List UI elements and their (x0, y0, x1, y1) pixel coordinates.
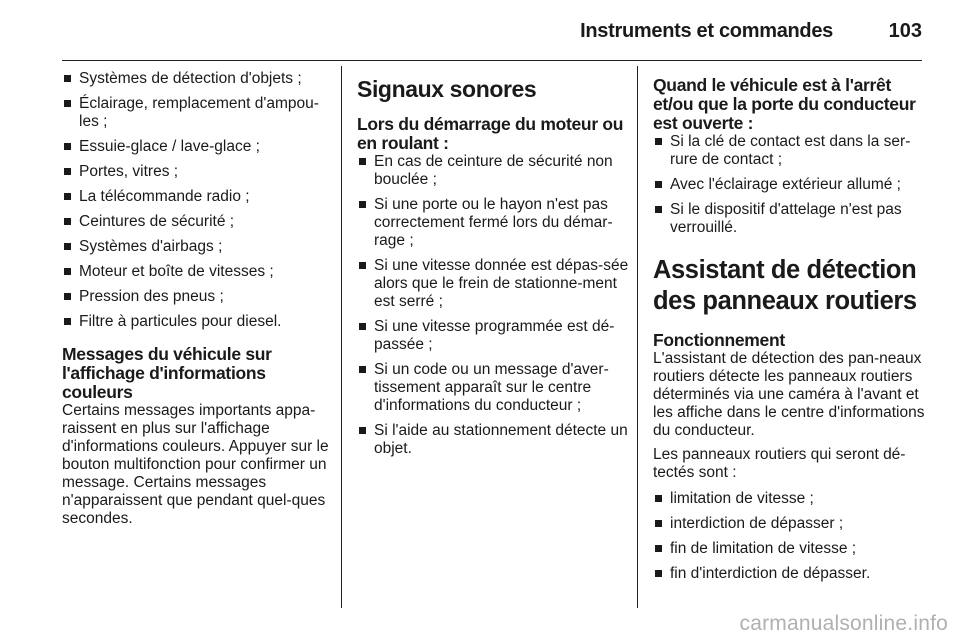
section-heading: Messages du véhicule sur l'affichage d'informations couleurs (62, 344, 272, 402)
list-item: Si une porte ou le hayon n'est pas correctement fermé lors du démar-rage ; (357, 196, 629, 250)
list-item: Avec l'éclairage extérieur allumé ; (653, 176, 925, 194)
list-item: interdiction de dépasser ; (653, 515, 925, 533)
list-item: En cas de ceinture de sécurité non bouclée ; (357, 153, 629, 189)
list-item: Si une vitesse programmée est dé-passée ; (357, 318, 629, 354)
column-divider-1 (341, 66, 342, 608)
list-item: Systèmes de détection d'objets ; (62, 70, 334, 88)
list-item: Essuie-glace / lave-glace ; (62, 138, 334, 156)
list-item: Moteur et boîte de vitesses ; (62, 263, 334, 281)
section-title: Signaux sonores (357, 76, 537, 102)
list-item: fin de limitation de vitesse ; (653, 540, 925, 558)
page-title: Instruments et commandes (580, 20, 833, 42)
list-item: Si l'aide au stationnement détecte un objet. (357, 422, 629, 458)
list-item: Systèmes d'airbags ; (62, 238, 334, 256)
watermark: carmanualsonline.info (739, 612, 948, 635)
column-1 (62, 66, 334, 608)
page-header (0, 0, 960, 62)
list-item: Portes, vitres ; (62, 163, 334, 181)
list-item: Ceintures de sécurité ; (62, 213, 334, 231)
list-item: Si la clé de contact est dans la ser-rure de contact ; (653, 133, 925, 169)
list-item: Si une vitesse donnée est dépas-sée alors que le frein de stationne-ment est serré ; (357, 257, 629, 311)
list-item: Si le dispositif d'attelage n'est pas verrouillé. (653, 201, 925, 237)
section-paragraph: Certains messages importants appa-raissent en plus sur l'affichage d'informations couleurs. Appuyer sur le bouton multifonction pour confirmer un message. Certains messages n'apparaissent que pendant quel-ques secondes. (62, 402, 329, 527)
section-paragraph: L'assistant de détection des pan-neaux routiers détecte les panneaux routiers déterminés via une caméra à l'avant et les affiche dans le centre d'informations du conducteur. (653, 350, 925, 439)
section-subheading: Fonctionnement (653, 330, 785, 350)
list-item: limitation de vitesse ; (653, 490, 925, 508)
column-divider-2 (637, 66, 638, 608)
column-2 (357, 66, 629, 608)
list-item: La télécommande radio ; (62, 188, 334, 206)
list-item: Pression des pneus ; (62, 288, 334, 306)
section-subheading: Lors du démarrage du moteur ou en roulant : (357, 114, 624, 153)
section-subheading: Quand le véhicule est à l'arrêt et/ou que la porte du conducteur est ouverte : (653, 75, 916, 133)
list-item: fin d'interdiction de dépasser. (653, 565, 925, 583)
column-3 (653, 66, 925, 608)
warning-systems-list (62, 70, 334, 331)
list-item: Filtre à particules pour diesel. (62, 313, 334, 331)
header-divider (62, 60, 922, 61)
stationary-signal-list (653, 133, 925, 237)
page-number: 103 (888, 20, 922, 42)
list-item: Si un code ou un message d'aver-tissement apparaît sur le centre d'informations du conducteur ; (357, 361, 629, 415)
sound-signal-list (357, 153, 629, 458)
section-title: Assistant de détection des panneaux routiers (653, 256, 917, 315)
detected-signs-list (653, 490, 925, 583)
list-item: Éclairage, remplacement d'ampou-les ; (62, 95, 334, 131)
section-paragraph: Les panneaux routiers qui seront dé-tectés sont : (653, 446, 906, 481)
